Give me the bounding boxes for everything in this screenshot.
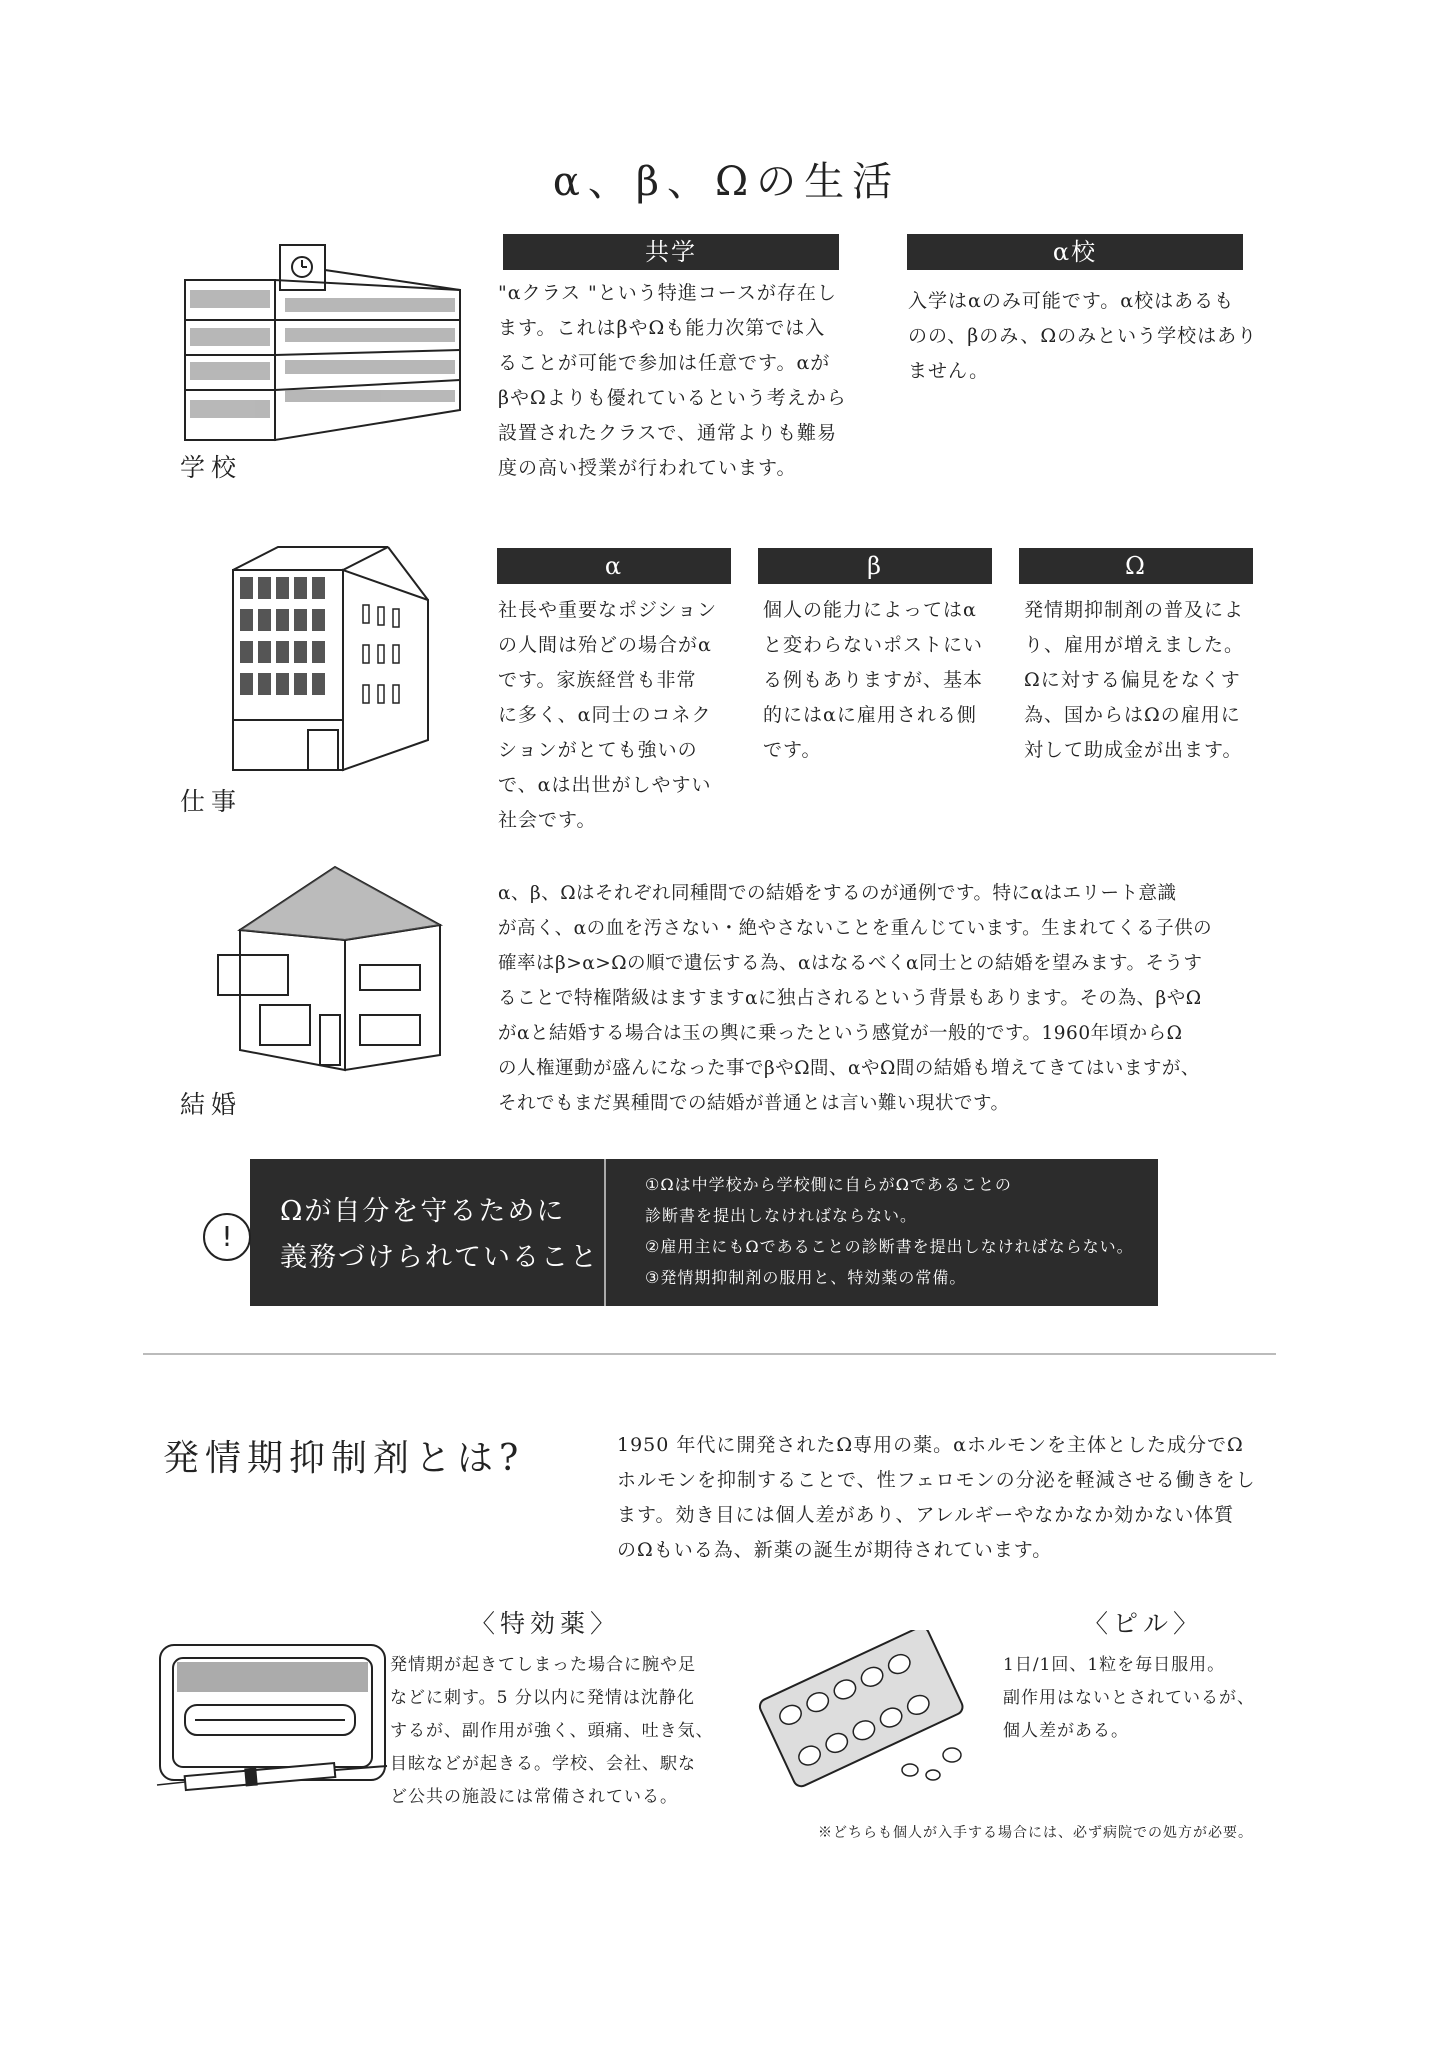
alpha-school-text: 入学はαのみ可能です。α校はあるも のの、βのみ、Ωのみという学校はあり ません。 (908, 290, 1258, 382)
notice-title (280, 1189, 599, 1281)
marriage-caption: 結婚 (180, 1090, 243, 1119)
prescription-footnote: ※どちらも個人が入手する場合には、必ず病院での処方が必要。 (818, 1825, 1253, 1841)
notice-title-line1: Ωが自分を守るために (280, 1196, 566, 1227)
suppressant-intro: 1950 年代に開発されたΩ専用の薬。αホルモンを主体とした成分でΩ ホルモンを抑制することで、性フェロモンの分泌を軽減させる働きをし ます。効き目には個人差があり、アレルギーやなかなか効かない体質 のΩもいる為、新薬の誕生が期待されています。 (617, 1434, 1256, 1561)
alpha-work-heading-bar: α (497, 548, 731, 584)
notice-title-line2: 義務づけられていること (280, 1242, 599, 1273)
coed-heading-bar: 共学 (503, 234, 839, 270)
pill-text: 1日/1回、1粒を毎日服用。 副作用はないとされているが、 個人差がある。 (1003, 1655, 1255, 1741)
beta-work-text: 個人の能力によってはα と変わらないポストにい る例もありますが、基本 的にはαに雇用される側 です。 (763, 599, 984, 761)
page-title: α、β、Ωの生活 (552, 159, 901, 205)
section-divider (143, 1353, 1276, 1355)
alpha-work-text: 社長や重要なポジション の人間は殆どの場合がα です。家族経営も非常 に多く、α同士のコネク ションがとても強いの で、αは出世がしやすい 社会です。 (498, 599, 718, 831)
exclamation-icon: ! (203, 1213, 251, 1261)
school-caption: 学校 (180, 453, 243, 482)
house-illustration (210, 865, 450, 1075)
special-medicine-heading: 〈特効薬〉 (470, 1609, 621, 1638)
school-building-illustration (175, 240, 465, 450)
work-caption: 仕事 (180, 787, 243, 816)
pill-blister-illustration (750, 1630, 980, 1790)
omega-obligations-box (250, 1159, 1158, 1306)
beta-work-heading-bar: β (758, 548, 992, 584)
special-medicine-text: 発情期が起きてしまった場合に腕や足 などに刺す。5 分以内に発情は沈静化 するが、副作用が強く、頭痛、吐き気、 目眩などが起きる。学校、会社、駅な ど公共の施設には常備されている。 (390, 1655, 714, 1807)
omega-work-heading-bar: Ω (1019, 548, 1253, 584)
coed-text: "αクラス "という特進コースが存在し ます。これはβやΩも能力次第では入 ることが可能で参加は任意です。αが βやΩよりも優れているという考えから 設置されたクラスで、通常よりも難易 度の高い授業が行われています。 (498, 282, 847, 479)
marriage-text: α、β、Ωはそれぞれ同種間での結婚をするのが通例です。特にαはエリート意識 が高く、αの血を汚さない・絶やさないことを重んじています。生まれてくる子供の 確率はβ>α>Ωの順で遺伝する為、αはなるべくα同士との結婚を望みます。そうす ることで特権階級はますますαに独占されるという背景もあります。その為、βやΩ がαと結婚する場合は玉の輿に乗ったという感覚が一般的です。1960年頃からΩ の人権運動が盛んになった事でβやΩ間、αやΩ間の結婚も増えてきてはいますが、 それでもまだ異種間での結婚が普通とは言い難い現状です。 (498, 883, 1213, 1114)
office-building-illustration (228, 545, 438, 775)
suppressant-heading: 発情期抑制剤とは? (163, 1438, 525, 1479)
omega-work-text: 発情期抑制剤の普及によ り、雇用が増えました。 Ωに対する偏見をなくす 為、国からはΩの雇用に 対して助成金が出ます。 (1024, 599, 1245, 761)
injection-kit-illustration (155, 1640, 390, 1815)
pill-heading: 〈ピル〉 (1083, 1609, 1204, 1638)
alpha-school-heading-bar: α校 (907, 234, 1243, 270)
notice-items: ①Ωは中学校から学校側に自らがΩであることの 診断書を提出しなければならない。 ②雇用主にもΩであることの診断書を提出しなければならない。 ③発情期抑制剤の服用と、特効薬の常備。 (645, 1175, 1134, 1287)
notice-title-area (250, 1159, 606, 1306)
